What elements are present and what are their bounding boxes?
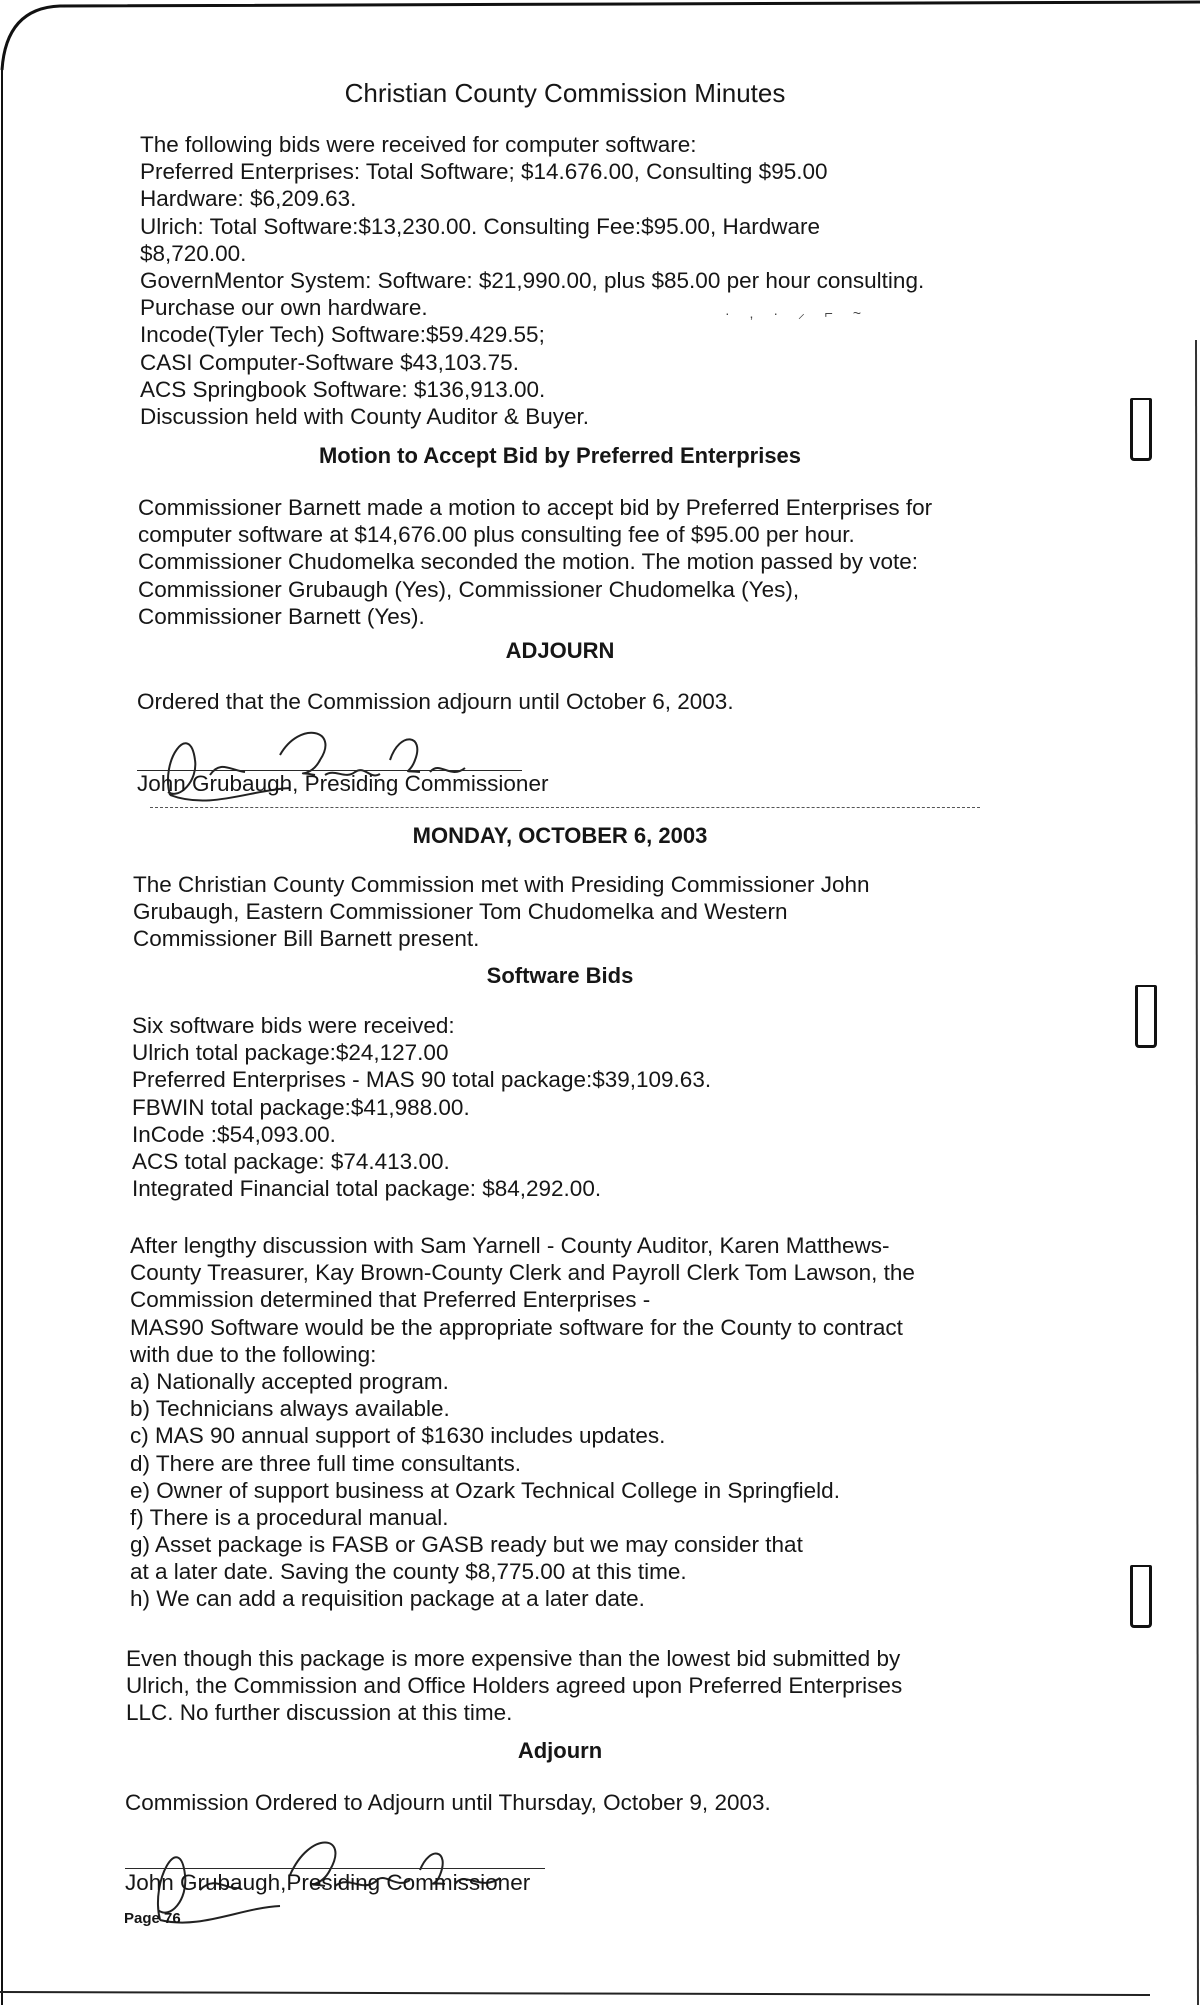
text-line: Ulrich: Total Software:$13,230.00. Consulting Fee:$95.00, Hardware <box>140 213 820 239</box>
adjourn-order-text: Ordered that the Commission adjourn until October 6, 2003. <box>137 689 734 714</box>
adjourn-order-text: Commission Ordered to Adjourn until Thursday, October 9, 2003. <box>125 1790 771 1815</box>
signatory-name: John Grubaugh, Presiding Commissioner <box>137 771 549 796</box>
meeting-date-heading: MONDAY, OCTOBER 6, 2003 <box>412 823 708 848</box>
adjourn-heading: Adjourn <box>517 1738 603 1763</box>
text-line: LLC. No further discussion at this time. <box>126 1700 513 1726</box>
attendance-paragraph <box>133 871 870 953</box>
signature-line <box>125 1868 545 1869</box>
text-line: computer software at $14,676.00 plus consulting fee of $95.00 per hour. <box>138 522 855 548</box>
text-line: GovernMentor System: Software: $21,990.00, plus $85.00 per hour consulting. <box>140 267 925 293</box>
list-item: Integrated Financial total package: $84,292.00. <box>132 1176 602 1202</box>
section-divider <box>150 807 980 808</box>
document-title: Christian County Commission Minutes <box>344 78 786 108</box>
motion-paragraph <box>138 494 932 630</box>
text-line: MAS90 Software would be the appropriate software for the County to contract <box>130 1314 903 1340</box>
list-item: Preferred Enterprises - MAS 90 total package:$39,109.63. <box>132 1067 712 1093</box>
list-item: c) MAS 90 annual support of $1630 includes updates. <box>130 1423 666 1449</box>
motion-heading: Motion to Accept Bid by Preferred Enterprises <box>318 443 802 468</box>
software-bids-heading: Software Bids <box>486 963 634 988</box>
text-line: Commissioner Bill Barnett present. <box>133 926 480 952</box>
text-line: Commissioner Grubaugh (Yes), Commissioner Chudomelka (Yes), <box>138 576 800 602</box>
bids-received-paragraph <box>140 131 924 430</box>
list-item: ACS total package: $74.413.00. <box>132 1148 450 1174</box>
text-line: CASI Computer-Software $43,103.75. <box>140 349 519 375</box>
list-item: f) There is a procedural manual. <box>130 1504 449 1530</box>
text-line: The following bids were received for computer software: <box>140 132 697 157</box>
text-line: Ulrich, the Commission and Office Holders agreed upon Preferred Enterprises <box>126 1673 903 1699</box>
list-item: InCode :$54,093.00. <box>132 1121 336 1147</box>
list-item: g) Asset package is FASB or GASB ready but we may consider that <box>130 1532 803 1558</box>
list-item: e) Owner of support business at Ozark Technical College in Springfield. <box>130 1477 840 1503</box>
text-line: After lengthy discussion with Sam Yarnell - County Auditor, Karen Matthews- <box>130 1233 890 1258</box>
list-item: d) There are three full time consultants. <box>130 1450 522 1476</box>
text-line: Commission determined that Preferred Enterprises - <box>130 1287 651 1313</box>
scan-specks: · , · ⸝ ⌐ ~ <box>725 305 870 321</box>
text-line: $8,720.00. <box>140 240 247 266</box>
text-line: Preferred Enterprises: Total Software; $14.676.00, Consulting $95.00 <box>140 159 828 185</box>
conclusion-paragraph <box>126 1645 902 1727</box>
text-line: Purchase our own hardware. <box>140 295 428 321</box>
list-item: b) Technicians always available. <box>130 1396 450 1422</box>
list-item: h) We can add a requisition package at a later date. <box>130 1586 645 1612</box>
adjourn-heading: ADJOURN <box>505 638 615 663</box>
list-item: at a later date. Saving the county $8,775.00 at this time. <box>130 1559 687 1585</box>
binder-tab-mark <box>1135 985 1157 1048</box>
text-line: with due to the following: <box>130 1341 377 1367</box>
text-line: Commissioner Chudomelka seconded the motion. The motion passed by vote: <box>138 549 918 575</box>
text-line: Even though this package is more expensive than the lowest bid submitted by <box>126 1646 901 1671</box>
discussion-paragraph <box>130 1232 915 1613</box>
text-line: Incode(Tyler Tech) Software:$59.429.55; <box>140 322 545 348</box>
signatory-name: John Grubaugh,Presiding Commissioner <box>125 1870 531 1895</box>
page-number: Page 76 <box>124 1910 181 1927</box>
handwritten-signature <box>150 700 510 820</box>
text-line: The Christian County Commission met with Presiding Commissioner John <box>133 872 870 897</box>
list-item: a) Nationally accepted program. <box>130 1368 449 1394</box>
text-line: Commissioner Barnett made a motion to accept bid by Preferred Enterprises for <box>138 495 933 520</box>
text-line: County Treasurer, Kay Brown-County Clerk and Payroll Clerk Tom Lawson, the <box>130 1260 915 1286</box>
binder-tab-mark <box>1130 398 1152 461</box>
list-item: Ulrich total package:$24,127.00 <box>132 1040 449 1066</box>
text-line: ACS Springbook Software: $136,913.00. <box>140 376 546 402</box>
binder-tab-mark <box>1130 1565 1152 1628</box>
text-line: Grubaugh, Eastern Commissioner Tom Chudomelka and Western <box>133 899 788 925</box>
text-line: Discussion held with County Auditor & Buyer. <box>140 403 589 429</box>
list-item: FBWIN total package:$41,988.00. <box>132 1094 470 1120</box>
list-item: Six software bids were received: <box>132 1013 455 1038</box>
software-bids-list <box>132 1012 711 1202</box>
text-line: Hardware: $6,209.63. <box>140 186 357 212</box>
text-line: Commissioner Barnett (Yes). <box>138 603 425 629</box>
